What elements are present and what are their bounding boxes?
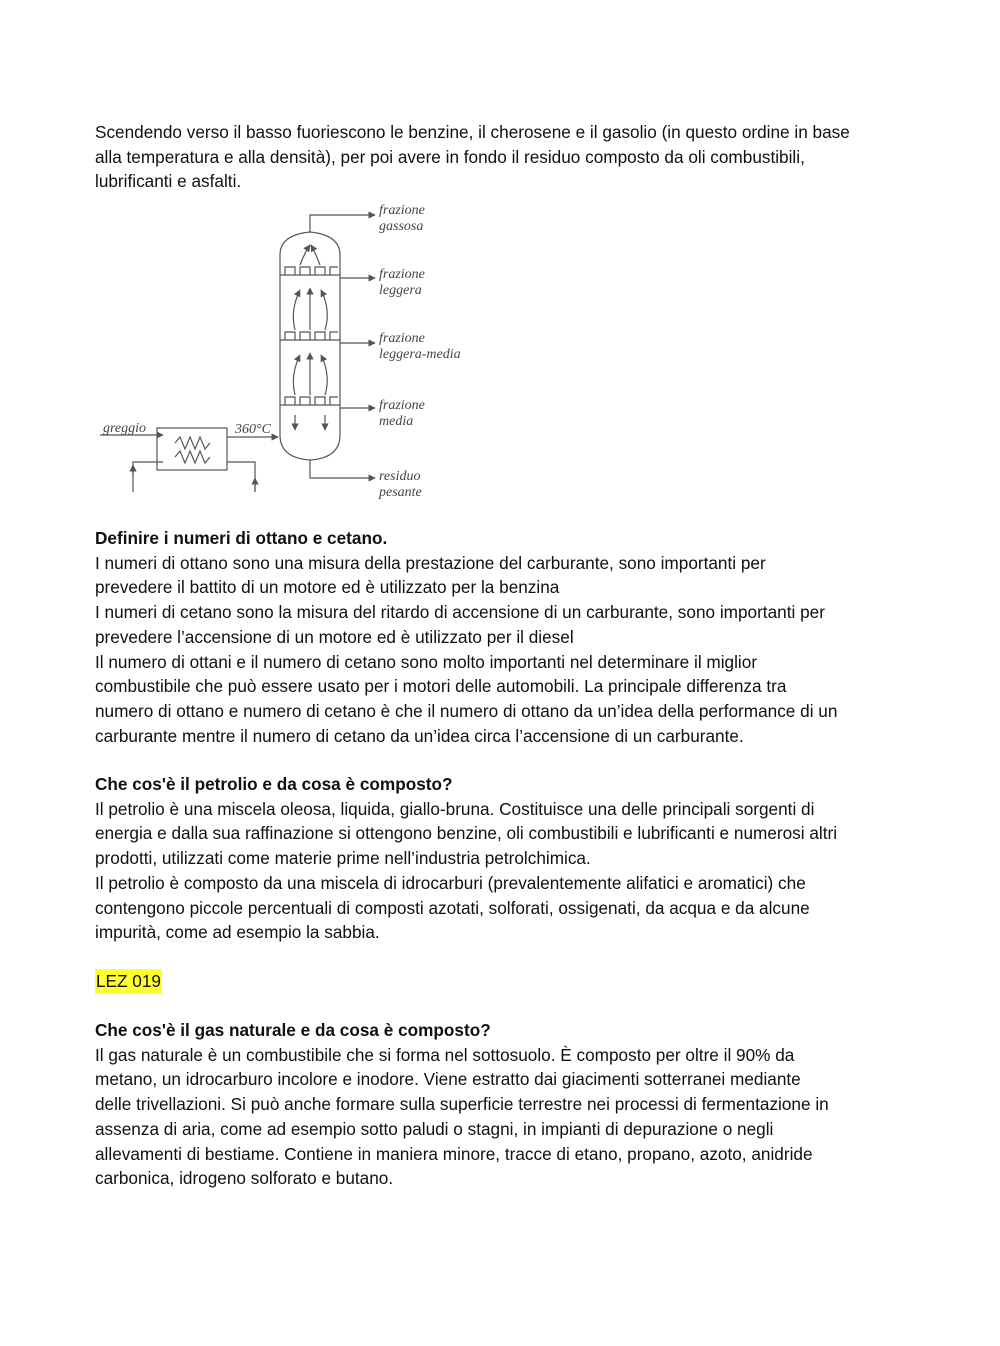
intro-line: alla temperatura e alla densità), per poi avere in fondo il residuo composto da oli combustibili, <box>95 146 805 167</box>
label-frazione: frazione <box>379 203 425 218</box>
intro-line: Scendendo verso il basso fuoriescono le benzine, il cherosene e il gasolio (in questo ordine in base <box>95 122 850 142</box>
distillation-column-diagram <box>95 200 485 505</box>
section-natural-gas <box>95 1018 915 1191</box>
bubble-caps <box>285 267 338 275</box>
lesson-label: LEZ 019 <box>95 969 162 994</box>
vapor-arrow <box>321 355 327 395</box>
label-gassosa: gassosa <box>379 219 424 234</box>
lesson-tag <box>95 969 915 994</box>
paragraph-line: I numeri di cetano sono la misura del ritardo di accensione di un carburante, sono importanti per <box>95 602 825 623</box>
paragraph-line: delle trivellazioni. Si può anche formare sulla superficie terrestre nei processi di fermentazione in <box>95 1094 829 1115</box>
bubble-caps <box>285 397 338 405</box>
paragraph-line: prodotti, utilizzati come materie prime nell’industria petrolchimica. <box>95 848 591 869</box>
label-leggera: leggera <box>379 283 422 298</box>
paragraph-line: energia e dalla sua raffinazione si ottengono benzine, oli combustibili e lubrificanti e numerosi altri <box>95 823 838 844</box>
paragraph-line: carbonica, idrogeno solforato e butano. <box>95 1168 394 1189</box>
vapor-arrow <box>311 245 320 265</box>
label-temperature: 360°C <box>235 422 271 437</box>
vapor-arrow <box>293 355 300 395</box>
outlet-gassosa <box>310 215 375 232</box>
paragraph-line: carburante mentre il numero di cetano da un’idea circa l’accensione di un carburante. <box>95 725 744 746</box>
label-pesante: pesante <box>379 485 422 500</box>
heater-coil <box>175 451 210 463</box>
vapor-arrow <box>300 245 310 265</box>
paragraph-line: numero di ottano e numero di cetano è che il numero di ottano da un’idea della performance di un <box>95 700 838 721</box>
label-frazione: frazione <box>379 267 425 282</box>
label-frazione: frazione <box>379 331 425 346</box>
label-residuo: residuo <box>379 469 421 484</box>
paragraph-line: prevedere il battito di un motore ed è utilizzato per la benzina <box>95 577 560 598</box>
paragraph-line: impurità, come ad esempio la sabbia. <box>95 922 380 943</box>
paragraph-line: metano, un idrocarburo incolore e inodore. Viene estratto dai giacimenti sotterranei mediante <box>95 1069 801 1090</box>
heater-box <box>157 428 227 470</box>
intro-paragraph <box>95 120 915 194</box>
section-heading: Definire i numeri di ottano e cetano. <box>95 528 388 548</box>
label-leggera-media: leggera-media <box>379 347 461 362</box>
heater-coil <box>175 437 210 449</box>
outlet-residuo <box>310 460 375 478</box>
vapor-arrow <box>293 290 300 330</box>
section-petroleum <box>95 772 915 945</box>
column-body <box>280 232 340 460</box>
return-line <box>133 462 163 492</box>
section-heading: Che cos'è il gas naturale e da cosa è composto? <box>95 1020 491 1040</box>
bypass-line <box>227 462 255 492</box>
intro-line: lubrificanti e asfalti. <box>95 171 242 192</box>
paragraph-line: assenza di aria, come ad esempio sotto paludi o stagni, in impianti di depurazione o negli <box>95 1118 774 1139</box>
paragraph-line: allevamenti di bestiame. Contiene in maniera minore, tracce di etano, propano, azoto, anidride <box>95 1143 813 1164</box>
paragraph-line: Il gas naturale è un combustibile che si forma nel sottosuolo. È composto per oltre il 90% da <box>95 1044 795 1065</box>
paragraph-line: Il petrolio è una miscela oleosa, liquida, giallo-bruna. Costituisce una delle principali sorgenti di <box>95 798 815 819</box>
paragraph-line: Il numero di ottani e il numero di cetano sono molto importanti nel determinare il miglior <box>95 651 758 672</box>
label-frazione: frazione <box>379 398 425 413</box>
paragraph-line: contengono piccole percentuali di composti azotati, solforati, ossigenati, da acqua e da alcune <box>95 897 810 918</box>
paragraph-line: prevedere l’accensione di un motore ed è utilizzato per il diesel <box>95 626 574 647</box>
section-heading: Che cos'è il petrolio e da cosa è composto? <box>95 774 453 794</box>
label-greggio: greggio <box>103 421 147 436</box>
paragraph-line: Il petrolio è composto da una miscela di idrocarburi (prevalentemente alifatici e aromatici) che <box>95 872 806 893</box>
section-octane-cetane <box>95 526 915 748</box>
paragraph-line: combustibile che può essere usato per i motori delle automobili. La principale differenza tra <box>95 676 787 697</box>
vapor-arrow <box>321 290 327 330</box>
bubble-caps <box>285 332 338 340</box>
paragraph-line: I numeri di ottano sono una misura della prestazione del carburante, sono importanti per <box>95 552 766 573</box>
label-media: media <box>379 414 414 429</box>
